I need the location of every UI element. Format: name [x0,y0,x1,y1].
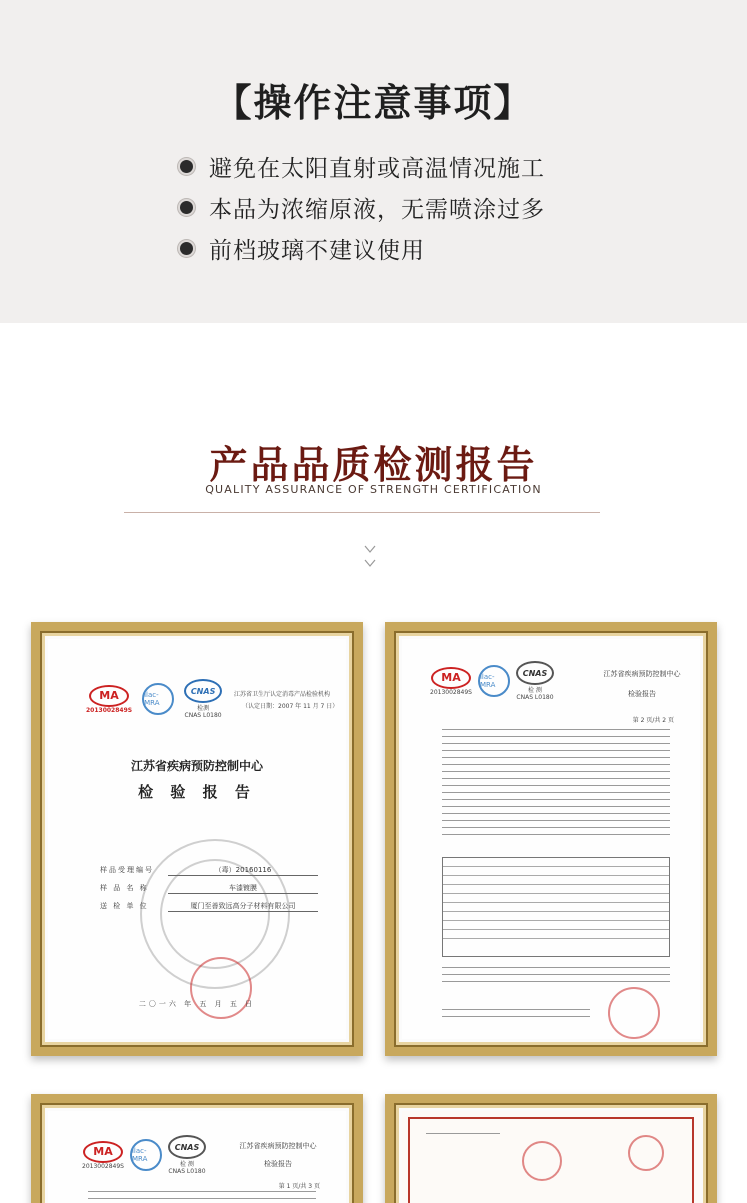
red-seal-icon [190,957,252,1019]
field-label: 样品受理编号 [100,866,154,874]
notice-title: 【操作注意事项】 [213,81,534,125]
red-seal-icon [628,1135,664,1171]
ilac-logo-icon: ilac-MRA [142,683,174,715]
red-seal-icon [522,1141,562,1181]
ma-code: 2013002849S [86,706,133,714]
field-row [100,883,318,894]
cnas-sub: 检 测 [180,1161,194,1168]
cert-logos [430,661,554,701]
report-text-lines [442,967,670,988]
org-name: 江苏省疾病预防控制中心 [130,759,263,773]
bullet-icon [180,242,193,255]
ma-code: 2013002849S [82,1162,124,1170]
notice-item [180,187,545,228]
cnas-logo-icon: CNAS [168,1135,206,1159]
field-value: 车漆镀膜 [168,883,318,894]
notice-item [180,146,545,187]
page-number: 第 2 页/共 2 页 [632,717,674,724]
certificate-frame [31,1094,363,1203]
result-table [442,857,670,957]
doc-title: 检验报告 [628,690,656,698]
report-subtitle: QUALITY ASSURANCE OF STRENGTH CERTIFICATION [205,483,542,496]
bullet-icon [180,201,193,214]
red-seal-icon [608,987,660,1039]
org-note: 江苏省卫生厅认定消毒产品检验机构 [234,691,331,698]
cnas-logo-icon: CNAS [184,679,222,703]
ma-code: 2013002849S [430,688,472,696]
org-date: （认定日期：2007 年 11 月 7 日） [242,703,339,710]
report-text-lines [442,729,670,841]
bullet-icon [180,160,193,173]
org-name: 江苏省疾病预防控制中心 [603,670,681,678]
field-label: 送 检 单 位 [100,902,149,910]
ilac-logo-icon: ilac-MRA [478,665,510,697]
cert-logos [82,1135,206,1175]
cma-logo-icon: MA [431,667,471,689]
cnas-code: CNAS L0180 [168,1168,206,1175]
field-row [100,865,318,876]
report-title: 产品品质检测报告 [209,443,538,487]
certificate-frame [31,622,363,1056]
org-name: 江苏省疾病预防控制中心 [239,1142,317,1150]
notice-list [180,146,545,269]
ilac-logo-icon: ilac-MRA [130,1139,162,1171]
page-number: 第 1 页/共 3 页 [278,1183,320,1190]
chevron-down-icon [361,542,379,572]
cert-logos [86,679,222,719]
certificate-paper [402,1111,700,1203]
cnas-sub: 检 测 [528,687,542,694]
doc-title: 检验报告 [264,1160,292,1168]
field-row [100,901,318,912]
certificate-paper [402,639,700,1039]
cma-logo-icon: MA [83,1141,123,1163]
report-date: 二〇一六 年 五 月 五 日 [138,1000,256,1008]
cnas-sub: 检测 [197,705,210,712]
divider [124,512,600,513]
certificate-frame [385,1094,717,1203]
report-text-lines [88,1191,316,1203]
signature-lines [442,1009,590,1023]
cnas-code: CNAS L0180 [516,694,554,701]
field-label: 样 品 名 称 [100,884,149,892]
notice-section [0,0,747,323]
certificate-paper [48,1111,346,1203]
certificate-paper [48,639,346,1039]
notice-text: 本品为浓缩原液，无需喷涂过多 [209,197,545,223]
notice-text: 避免在太阳直射或高温情况施工 [209,156,545,182]
field-value: 厦门至善致远高分子材料有限公司 [168,901,318,912]
cma-logo-icon: MA [89,685,129,707]
notice-text: 前档玻璃不建议使用 [209,238,425,264]
field-value: （毒）20160116 [168,865,318,876]
cnas-logo-icon: CNAS [516,661,554,685]
certificate-text-lines [426,1133,500,1140]
doc-title: 检 验 报 告 [138,783,256,801]
notice-item [180,228,545,269]
certificate-frame [385,622,717,1056]
cnas-code: CNAS L0180 [184,712,222,719]
